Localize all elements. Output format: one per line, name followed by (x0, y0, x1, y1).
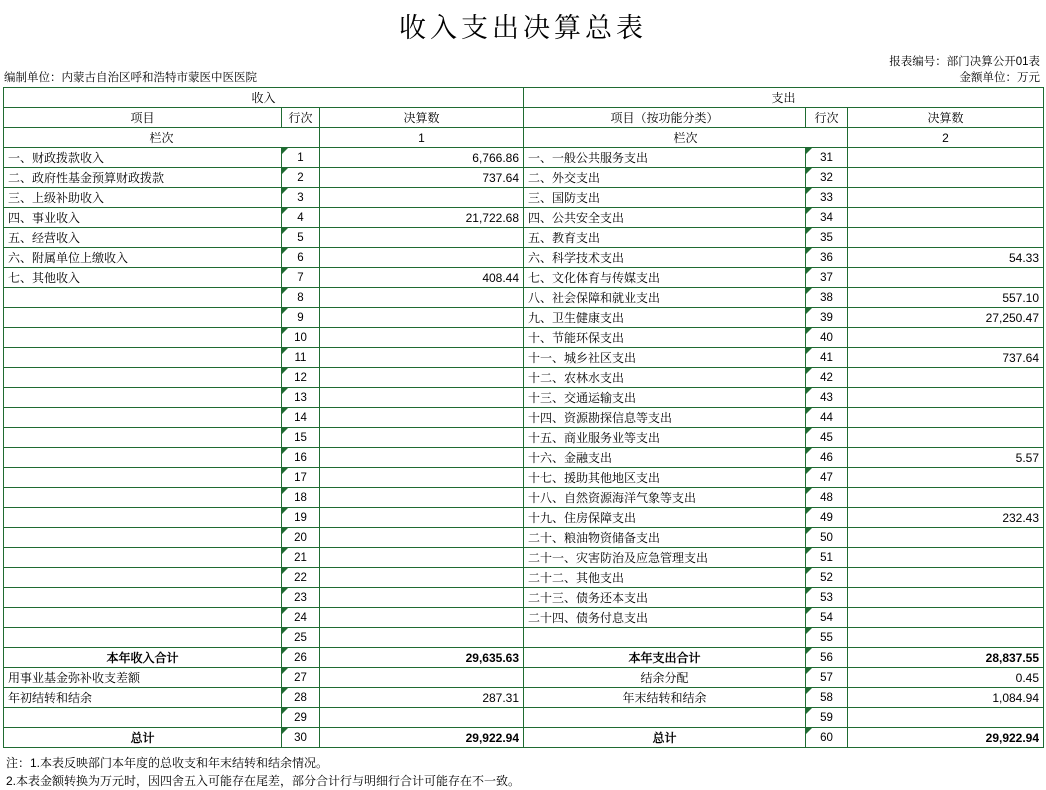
cell-expense-row-index: 34 (806, 208, 848, 228)
table-column-index-row (4, 128, 1044, 148)
cell-expense-value: 232.43 (848, 508, 1044, 528)
cell-income-value: 21,722.68 (320, 208, 524, 228)
cell-expense-row-index: 41 (806, 348, 848, 368)
meta-row-report-no (0, 53, 1046, 69)
cell-income-item (4, 508, 282, 528)
cell-expense-value (848, 188, 1044, 208)
table-row (4, 408, 1044, 428)
table-column-header-row (4, 108, 1044, 128)
cell-income-value (320, 528, 524, 548)
cell-expense-value (848, 628, 1044, 648)
cell-expense-value: 737.64 (848, 348, 1044, 368)
table-row (4, 228, 1044, 248)
table-notes (6, 754, 1046, 790)
column-index-income: 1 (320, 128, 524, 148)
cell-income-item: 六、附属单位上缴收入 (4, 248, 282, 268)
cell-income-item (4, 608, 282, 628)
cell-income-value (320, 608, 524, 628)
cell-income-row-index: 25 (282, 628, 320, 648)
cell-income-row-index: 10 (282, 328, 320, 348)
cell-expense-row-index: 51 (806, 548, 848, 568)
cell-expense-row-index: 40 (806, 328, 848, 348)
cell-expense-row-index: 44 (806, 408, 848, 428)
cell-income-row-index: 13 (282, 388, 320, 408)
table-row (4, 548, 1044, 568)
cell-expense-item: 十一、城乡社区支出 (524, 348, 806, 368)
cell-expense-item: 四、公共安全支出 (524, 208, 806, 228)
cell-expense-row-index: 53 (806, 588, 848, 608)
column-index-expense: 2 (848, 128, 1044, 148)
cell-income-value: 737.64 (320, 168, 524, 188)
cell-income-value: 6,766.86 (320, 148, 524, 168)
cell-income-value (320, 248, 524, 268)
cell-income-value (320, 408, 524, 428)
cell-expense-value: 1,084.94 (848, 688, 1044, 708)
note-line: 2.本表金额转换为万元时，因四舍五入可能存在尾差，部分合计行与明细行合计可能存在不一致。 (6, 774, 521, 788)
cell-expense-row-index: 45 (806, 428, 848, 448)
cell-expense-item: 十六、金融支出 (524, 448, 806, 468)
cell-income-item (4, 288, 282, 308)
cell-income-value (320, 328, 524, 348)
table-row (4, 648, 1044, 668)
table-row (4, 308, 1044, 328)
cell-expense-item: 十四、资源勘探信息等支出 (524, 408, 806, 428)
cell-income-item (4, 588, 282, 608)
cell-income-row-index: 3 (282, 188, 320, 208)
cell-expense-item (524, 708, 806, 728)
cell-income-item (4, 708, 282, 728)
cell-expense-value (848, 408, 1044, 428)
cell-expense-row-index: 43 (806, 388, 848, 408)
cell-expense-value (848, 328, 1044, 348)
cell-income-value: 29,922.94 (320, 728, 524, 748)
cell-expense-value (848, 588, 1044, 608)
meta-row-compiler (0, 69, 1046, 85)
cell-income-value (320, 508, 524, 528)
cell-income-value (320, 668, 524, 688)
cell-expense-item: 十九、住房保障支出 (524, 508, 806, 528)
cell-expense-row-index: 60 (806, 728, 848, 748)
table-row (4, 508, 1044, 528)
table-body (4, 148, 1044, 748)
cell-income-item: 本年收入合计 (4, 648, 282, 668)
table-row (4, 348, 1044, 368)
cell-expense-item: 总计 (524, 728, 806, 748)
cell-income-item (4, 388, 282, 408)
cell-income-value (320, 548, 524, 568)
cell-expense-row-index: 48 (806, 488, 848, 508)
col-header-expense-item: 项目（按功能分类） (524, 108, 806, 128)
cell-expense-item: 本年支出合计 (524, 648, 806, 668)
budget-table (3, 87, 1044, 748)
note-line: 注：1.本表反映部门本年度的总收支和年末结转和结余情况。 (6, 756, 329, 770)
table-row (4, 448, 1044, 468)
cell-income-row-index: 23 (282, 588, 320, 608)
table-row (4, 188, 1044, 208)
cell-expense-row-index: 42 (806, 368, 848, 388)
cell-income-row-index: 2 (282, 168, 320, 188)
cell-expense-value (848, 608, 1044, 628)
table-row (4, 468, 1044, 488)
cell-income-row-index: 12 (282, 368, 320, 388)
cell-income-row-index: 26 (282, 648, 320, 668)
table-row (4, 728, 1044, 748)
cell-expense-value: 54.33 (848, 248, 1044, 268)
cell-expense-value: 29,922.94 (848, 728, 1044, 748)
cell-expense-row-index: 56 (806, 648, 848, 668)
cell-income-row-index: 17 (282, 468, 320, 488)
meta-block (0, 53, 1046, 85)
table-row (4, 148, 1044, 168)
cell-income-value (320, 228, 524, 248)
cell-income-value (320, 348, 524, 368)
cell-expense-item: 十七、援助其他地区支出 (524, 468, 806, 488)
column-index-label-expense: 栏次 (524, 128, 848, 148)
cell-income-item (4, 488, 282, 508)
cell-expense-value (848, 368, 1044, 388)
cell-income-item (4, 428, 282, 448)
cell-income-row-index: 15 (282, 428, 320, 448)
cell-income-row-index: 18 (282, 488, 320, 508)
cell-income-item: 四、事业收入 (4, 208, 282, 228)
cell-income-value (320, 448, 524, 468)
table-row (4, 668, 1044, 688)
cell-expense-value (848, 228, 1044, 248)
cell-expense-value (848, 568, 1044, 588)
cell-expense-value (848, 268, 1044, 288)
table-row (4, 168, 1044, 188)
cell-income-item: 七、其他收入 (4, 268, 282, 288)
cell-income-item (4, 308, 282, 328)
compiler-unit: 编制单位：内蒙古自治区呼和浩特市蒙医中医医院 (4, 72, 257, 84)
table-row (4, 688, 1044, 708)
cell-income-row-index: 29 (282, 708, 320, 728)
cell-expense-value (848, 428, 1044, 448)
cell-income-row-index: 16 (282, 448, 320, 468)
cell-income-row-index: 9 (282, 308, 320, 328)
cell-income-row-index: 19 (282, 508, 320, 528)
table-row (4, 428, 1044, 448)
group-header-income: 收入 (4, 88, 524, 108)
cell-income-item: 二、政府性基金预算财政拨款 (4, 168, 282, 188)
table-row (4, 288, 1044, 308)
cell-expense-row-index: 55 (806, 628, 848, 648)
table-row (4, 488, 1044, 508)
cell-expense-value (848, 708, 1044, 728)
cell-income-row-index: 30 (282, 728, 320, 748)
cell-income-row-index: 4 (282, 208, 320, 228)
cell-income-item (4, 528, 282, 548)
cell-expense-value: 28,837.55 (848, 648, 1044, 668)
col-header-expense-row: 行次 (806, 108, 848, 128)
table-row (4, 608, 1044, 628)
cell-expense-value: 5.57 (848, 448, 1044, 468)
cell-expense-item: 二十四、债务付息支出 (524, 608, 806, 628)
cell-income-item (4, 408, 282, 428)
cell-income-item: 三、上级补助收入 (4, 188, 282, 208)
cell-expense-row-index: 57 (806, 668, 848, 688)
cell-expense-value (848, 548, 1044, 568)
cell-income-row-index: 11 (282, 348, 320, 368)
cell-income-item (4, 328, 282, 348)
cell-income-value: 287.31 (320, 688, 524, 708)
cell-expense-row-index: 52 (806, 568, 848, 588)
cell-income-item: 一、财政拨款收入 (4, 148, 282, 168)
cell-expense-row-index: 49 (806, 508, 848, 528)
cell-income-value (320, 488, 524, 508)
cell-expense-row-index: 54 (806, 608, 848, 628)
cell-expense-item: 二十、粮油物资储备支出 (524, 528, 806, 548)
cell-income-value (320, 288, 524, 308)
cell-income-value: 29,635.63 (320, 648, 524, 668)
cell-income-item (4, 348, 282, 368)
cell-income-row-index: 20 (282, 528, 320, 548)
cell-income-row-index: 22 (282, 568, 320, 588)
cell-income-row-index: 28 (282, 688, 320, 708)
cell-income-value (320, 568, 524, 588)
cell-expense-value: 0.45 (848, 668, 1044, 688)
cell-income-row-index: 8 (282, 288, 320, 308)
cell-expense-value: 557.10 (848, 288, 1044, 308)
cell-expense-item: 五、教育支出 (524, 228, 806, 248)
cell-income-value (320, 388, 524, 408)
table-row (4, 328, 1044, 348)
cell-income-item (4, 448, 282, 468)
cell-income-item (4, 548, 282, 568)
cell-expense-row-index: 31 (806, 148, 848, 168)
cell-expense-item: 二十三、债务还本支出 (524, 588, 806, 608)
cell-expense-row-index: 58 (806, 688, 848, 708)
cell-income-item: 年初结转和结余 (4, 688, 282, 708)
cell-expense-value (848, 488, 1044, 508)
cell-income-value (320, 708, 524, 728)
cell-income-row-index: 24 (282, 608, 320, 628)
cell-expense-item: 三、国防支出 (524, 188, 806, 208)
cell-expense-value (848, 468, 1044, 488)
cell-expense-item: 十五、商业服务业等支出 (524, 428, 806, 448)
cell-expense-row-index: 35 (806, 228, 848, 248)
column-index-label-income: 栏次 (4, 128, 320, 148)
cell-expense-item: 一、一般公共服务支出 (524, 148, 806, 168)
table-row (4, 528, 1044, 548)
cell-income-value (320, 308, 524, 328)
cell-expense-value: 27,250.47 (848, 308, 1044, 328)
cell-expense-item: 九、卫生健康支出 (524, 308, 806, 328)
cell-expense-value (848, 388, 1044, 408)
cell-income-item (4, 368, 282, 388)
amount-unit: 金额单位：万元 (959, 72, 1040, 84)
cell-expense-row-index: 38 (806, 288, 848, 308)
cell-expense-row-index: 36 (806, 248, 848, 268)
cell-income-item (4, 468, 282, 488)
col-header-income-row: 行次 (282, 108, 320, 128)
table-row (4, 368, 1044, 388)
cell-income-row-index: 5 (282, 228, 320, 248)
page-title: 收入支出决算总表 (399, 13, 647, 43)
cell-income-value (320, 628, 524, 648)
table-row (4, 248, 1044, 268)
cell-expense-item: 十三、交通运输支出 (524, 388, 806, 408)
cell-income-row-index: 21 (282, 548, 320, 568)
cell-income-value (320, 428, 524, 448)
cell-expense-item: 十二、农林水支出 (524, 368, 806, 388)
cell-expense-row-index: 47 (806, 468, 848, 488)
cell-income-item (4, 568, 282, 588)
cell-expense-row-index: 50 (806, 528, 848, 548)
cell-expense-row-index: 59 (806, 708, 848, 728)
cell-expense-item: 结余分配 (524, 668, 806, 688)
cell-income-row-index: 7 (282, 268, 320, 288)
cell-income-item (4, 628, 282, 648)
cell-expense-row-index: 37 (806, 268, 848, 288)
cell-income-value (320, 588, 524, 608)
table-row (4, 628, 1044, 648)
cell-income-item: 总计 (4, 728, 282, 748)
cell-expense-item: 十八、自然资源海洋气象等支出 (524, 488, 806, 508)
table-row (4, 268, 1044, 288)
cell-income-value (320, 188, 524, 208)
cell-expense-item: 六、科学技术支出 (524, 248, 806, 268)
cell-income-value (320, 368, 524, 388)
report-number: 报表编号：部门决算公开01表 (889, 56, 1040, 68)
cell-income-item: 五、经营收入 (4, 228, 282, 248)
cell-expense-row-index: 33 (806, 188, 848, 208)
table-group-header-row (4, 88, 1044, 108)
table-row (4, 208, 1044, 228)
cell-expense-value (848, 168, 1044, 188)
cell-expense-row-index: 39 (806, 308, 848, 328)
cell-income-value (320, 468, 524, 488)
col-header-income-item: 项目 (4, 108, 282, 128)
cell-income-row-index: 6 (282, 248, 320, 268)
table-row (4, 388, 1044, 408)
cell-expense-item: 年末结转和结余 (524, 688, 806, 708)
cell-expense-item (524, 628, 806, 648)
cell-expense-value (848, 528, 1044, 548)
table-row (4, 588, 1044, 608)
cell-expense-item: 二十二、其他支出 (524, 568, 806, 588)
table-row (4, 568, 1044, 588)
table-row (4, 708, 1044, 728)
cell-income-value: 408.44 (320, 268, 524, 288)
cell-expense-item: 八、社会保障和就业支出 (524, 288, 806, 308)
col-header-income-value: 决算数 (320, 108, 524, 128)
cell-income-row-index: 14 (282, 408, 320, 428)
cell-expense-row-index: 46 (806, 448, 848, 468)
cell-income-row-index: 1 (282, 148, 320, 168)
cell-expense-item: 十、节能环保支出 (524, 328, 806, 348)
group-header-expense: 支出 (524, 88, 1044, 108)
cell-expense-item: 二十一、灾害防治及应急管理支出 (524, 548, 806, 568)
col-header-expense-value: 决算数 (848, 108, 1044, 128)
cell-income-row-index: 27 (282, 668, 320, 688)
cell-income-item: 用事业基金弥补收支差额 (4, 668, 282, 688)
cell-expense-value (848, 148, 1044, 168)
cell-expense-row-index: 32 (806, 168, 848, 188)
cell-expense-item: 七、文化体育与传媒支出 (524, 268, 806, 288)
cell-expense-item: 二、外交支出 (524, 168, 806, 188)
cell-expense-value (848, 208, 1044, 228)
